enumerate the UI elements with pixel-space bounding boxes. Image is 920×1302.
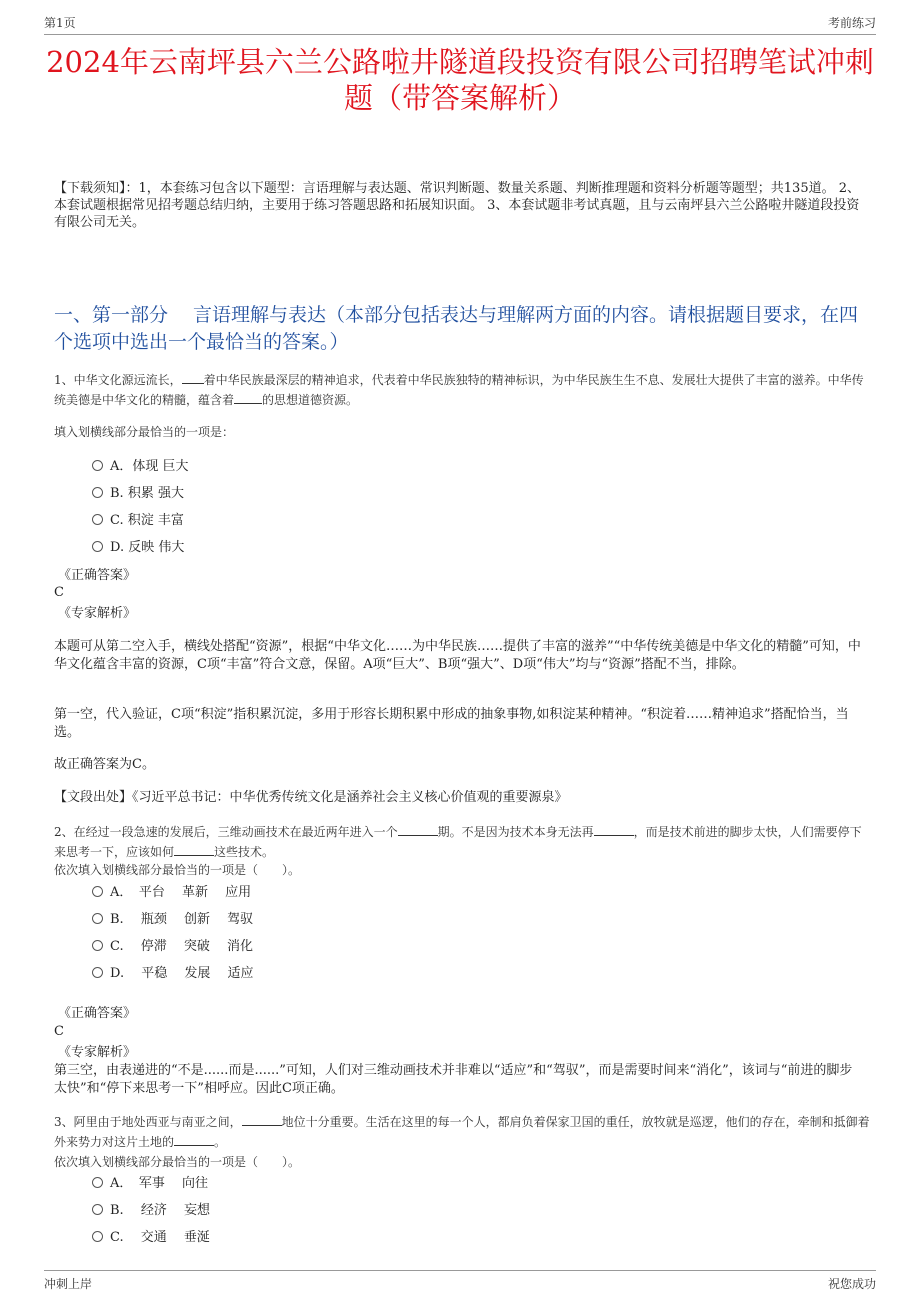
q2-option-d[interactable]: D. 平稳 发展 适应 [92, 964, 254, 984]
question-2-prompt: 依次填入划横线部分最恰当的一项是（ ）。 [54, 863, 301, 877]
radio-icon[interactable] [92, 886, 103, 897]
footer-right: 祝您成功 [827, 1277, 876, 1291]
radio-icon[interactable] [92, 967, 103, 978]
q1-option-d[interactable]: D. 反映 伟大 [92, 538, 184, 558]
q3-option-b[interactable]: B. 经济 妄想 [92, 1201, 210, 1221]
blank [234, 403, 262, 404]
radio-icon[interactable] [92, 460, 103, 471]
header-tag: 考前练习 [827, 16, 876, 30]
question-1-prompt: 填入划横线部分最恰当的一项是： [54, 425, 235, 439]
page-footer [44, 1270, 876, 1301]
footer-left: 冲刺上岸 [44, 1277, 93, 1291]
page-header [44, 0, 876, 35]
q1-option-b[interactable]: B. 积累 强大 [92, 484, 184, 504]
answer-label: 《正确答案》 [58, 568, 137, 583]
q3-option-a[interactable]: A． 军事 向往 [92, 1174, 208, 1194]
radio-icon[interactable] [92, 940, 103, 951]
blank [174, 1145, 214, 1146]
radio-icon[interactable] [92, 487, 103, 498]
q2-option-b[interactable]: B. 瓶颈 创新 驾驭 [92, 910, 253, 930]
radio-icon[interactable] [92, 1177, 103, 1188]
page-number: 第1页 [44, 16, 76, 30]
answer-value: C [54, 1024, 64, 1039]
analysis-paragraph: 第三空，由表递进的“不是......而是......”可知，人们对三维动画技术并非难以“适应”和“驾驭”，而是需要时间来“消化”，该词与“前进的脚步太快”和“停下来思考一下”相呼应。因此C项正确。 [54, 1063, 853, 1096]
analysis-label: 《专家解析》 [58, 1045, 137, 1060]
radio-icon[interactable] [92, 541, 103, 552]
analysis-paragraph: 第一空，代入验证，C项“积淀”指积累沉淀，多用于形容长期积累中形成的抽象事物,如积淀某种精神。“积淀着……精神追求”搭配恰当，当选。 [54, 707, 849, 740]
section-heading: 一、第一部分 言语理解与表达（本部分包括表达与理解两方面的内容。请根据题目要求，在四个选项中选出一个最恰当的答案。） [54, 304, 859, 353]
q2-option-a[interactable]: A． 平台 革新 应用 [92, 883, 251, 903]
answer-label: 《正确答案》 [58, 1006, 137, 1021]
radio-icon[interactable] [92, 913, 103, 924]
radio-icon[interactable] [92, 1231, 103, 1242]
question-3-stem: 3、阿里由于地处西亚与南亚之间， 地位十分重要。生活在这里的每一个人，都肩负着保家卫国的重任，放牧就是巡逻，他们的存在，牵制和抵御着外来势力对这片土地的 。 [54, 1115, 870, 1149]
blank [242, 1125, 282, 1126]
q1-option-a[interactable]: A．体现 巨大 [92, 457, 189, 477]
answer-value: C [54, 585, 64, 600]
document-title: 2024年云南坪县六兰公路啦井隧道段投资有限公司招聘笔试冲刺题（带答案解析） [46, 45, 874, 115]
analysis-label: 《专家解析》 [58, 606, 137, 621]
radio-icon[interactable] [92, 1204, 103, 1215]
question-3-prompt: 依次填入划横线部分最恰当的一项是（ ）。 [54, 1155, 301, 1169]
blank [182, 383, 204, 384]
analysis-paragraph: 故正确答案为C。 [54, 757, 155, 772]
q3-option-c[interactable]: C. 交通 垂涎 [92, 1228, 210, 1248]
question-2-stem: 2、在经过一段急速的发展后，三维动画技术在最近两年进入一个 期。不是因为技术本身无法再 ，而是技术前进的脚步太快，人们需要停下来思考一下，应该如何 这些技术。 [54, 825, 862, 859]
radio-icon[interactable] [92, 514, 103, 525]
blank [174, 855, 214, 856]
q2-option-c[interactable]: C. 停滞 突破 消化 [92, 937, 253, 957]
question-1-stem: 1、中华文化源远流长， 着中华民族最深层的精神追求，代表着中华民族独特的精神标识，为中华民族生生不息、发展壮大提供了丰富的滋养。中华传统美德是中华文化的精髓，蕴含着 的思想道德资源。 [54, 373, 864, 407]
download-notice: 【下载须知】：1，本套练习包含以下题型：言语理解与表达题、常识判断题、数量关系题、判断推理题和资料分析题等题型；共135道。 2、本套试题根据常见招考题总结归纳，主要用于练习答题思路和拓展知识面。 3、本套试题非考试真题，且与云南坪县六兰公路啦井隧道段投资有限公司无关。 [54, 181, 860, 230]
text-source: 【文段出处】《习近平总书记：中华优秀传统文化是涵养社会主义核心价值观的重要源泉》 [54, 790, 568, 805]
blank [594, 835, 634, 836]
blank [398, 835, 438, 836]
analysis-paragraph: 本题可从第二空入手，横线处搭配“资源”，根据“中华文化……为中华民族……提供了丰富的滋养”“中华传统美德是中华文化的精髓”可知，中华文化蕴含丰富的资源，C项“丰富”符合文意，保留。A项“巨大”、B项“强大”、D项“伟大”均与“资源”搭配不当，排除。 [54, 639, 861, 672]
q1-option-c[interactable]: C. 积淀 丰富 [92, 511, 184, 531]
